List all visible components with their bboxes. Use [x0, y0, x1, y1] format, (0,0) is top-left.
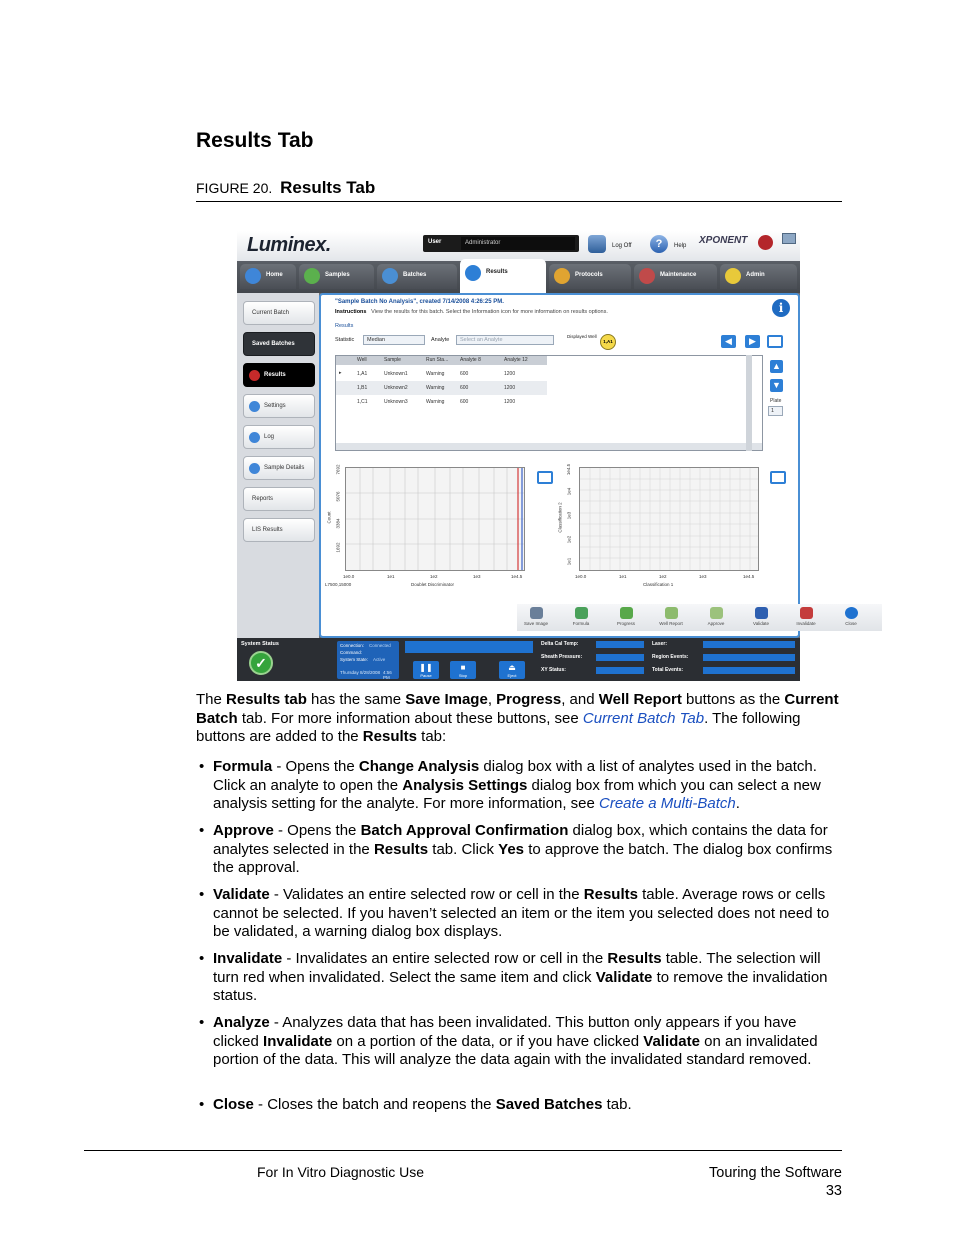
- settings-icon: [249, 401, 260, 412]
- tab-label: Batches: [403, 272, 427, 278]
- figure-caption: [196, 178, 375, 198]
- scatter-x-tick: 1e4.5: [743, 574, 755, 579]
- arrow-down-icon[interactable]: ▼: [770, 379, 783, 392]
- tab-protocols[interactable]: [549, 264, 631, 289]
- pause-button[interactable]: ❚❚ Pause: [413, 661, 439, 679]
- column-header[interactable]: Analyte 12: [504, 357, 528, 363]
- plate-label: Plate: [770, 398, 782, 404]
- scatter-y-tick: 1e1: [566, 557, 572, 566]
- system-ok-icon: ✓: [249, 651, 273, 675]
- validate-button[interactable]: Validate: [744, 606, 778, 629]
- table-cell[interactable]: 1,C1: [357, 399, 368, 405]
- system-state-value: Active: [373, 657, 386, 662]
- results-table: [335, 355, 763, 451]
- nav-lis-results[interactable]: LIS Results: [243, 518, 315, 542]
- connection-value: Connected: [369, 643, 391, 648]
- column-header[interactable]: Analyte 8: [460, 357, 481, 363]
- histogram-x-tick: 1e1: [387, 574, 395, 579]
- arrow-right-icon[interactable]: ▶: [745, 335, 760, 348]
- create-multi-batch-link[interactable]: Create a Multi-Batch: [599, 795, 736, 813]
- status-bar: [237, 638, 800, 681]
- laser-label: Laser:: [652, 641, 668, 647]
- footer-section: [600, 1164, 842, 1200]
- pause-icon: ❚❚: [419, 663, 433, 672]
- luminex-logo: Luminex.: [247, 234, 331, 256]
- figure-label: FIGURE 20.: [196, 180, 273, 196]
- xy-status-value: [596, 667, 644, 674]
- nav-settings[interactable]: Settings: [243, 394, 315, 418]
- scatter-x-label: Classification 1: [643, 582, 674, 587]
- footer-disclaimer: For In Vitro Diagnostic Use: [257, 1164, 425, 1180]
- histogram-grid: [346, 468, 524, 570]
- horizontal-scrollbar[interactable]: [336, 443, 762, 450]
- histogram-x-tick: 1e3: [473, 574, 481, 579]
- user-value[interactable]: Administrator: [461, 237, 575, 250]
- connection-info: [337, 641, 399, 679]
- histogram-x-label: Doublet Discriminator: [411, 582, 455, 587]
- scatter-y-tick: 1e2: [566, 535, 572, 544]
- displayed-well-label: Displayed Well: [567, 334, 597, 339]
- well-report-icon: [665, 607, 678, 619]
- expand-histogram-icon[interactable]: [537, 471, 553, 484]
- laser-value: [703, 641, 795, 648]
- close-button[interactable]: Close: [834, 606, 868, 629]
- close-icon: [845, 607, 858, 619]
- invalidate-button[interactable]: Invalidate: [789, 606, 823, 629]
- nav-saved-batches[interactable]: Saved Batches: [243, 332, 315, 356]
- tab-label: Home: [266, 272, 283, 278]
- scatter-y-tick: 1e3: [566, 511, 572, 520]
- table-cell[interactable]: Unknown3: [384, 399, 408, 405]
- results-panel: [319, 293, 857, 638]
- histogram-x-tick: 1e0.0: [343, 574, 355, 579]
- table-cell[interactable]: 600: [460, 399, 469, 405]
- stop-button[interactable]: ■ Stop: [450, 661, 476, 679]
- scatter-grid: [580, 468, 758, 570]
- histogram-y-tick: 7692: [335, 464, 341, 475]
- column-header[interactable]: Well: [357, 357, 367, 363]
- figure-title: Results Tab: [280, 178, 376, 197]
- histogram-y-tick: 5076: [335, 491, 341, 502]
- batch-title: "Sample Batch No Analysis", created 7/14/2008 4:26:25 PM.: [335, 299, 504, 305]
- xponent-logo: XPONENT: [699, 235, 748, 246]
- protocols-icon: [554, 268, 570, 284]
- formula-button[interactable]: Formula: [564, 606, 598, 629]
- analyte-label: Analyte: [431, 337, 450, 343]
- status-time: 4:56 PM: [383, 670, 392, 680]
- expand-scatter-icon[interactable]: [770, 471, 786, 484]
- histogram-chart: [325, 464, 530, 587]
- histogram-x-tick: 1e2: [430, 574, 438, 579]
- user-box: [423, 235, 579, 252]
- table-cell[interactable]: 600: [460, 371, 469, 377]
- nav-reports[interactable]: Reports: [243, 487, 315, 511]
- save-image-icon: [530, 607, 543, 619]
- scatter-plot-area[interactable]: [579, 467, 759, 571]
- sample-details-icon: [249, 463, 260, 474]
- plate-select[interactable]: 1: [768, 406, 783, 416]
- approve-icon: [710, 607, 723, 619]
- connection-label: Connection:: [340, 643, 365, 648]
- table-cell[interactable]: Unknown1: [384, 371, 408, 377]
- xy-status-label: XY Status:: [541, 667, 566, 673]
- log-off-icon[interactable]: [588, 235, 606, 253]
- tab-admin[interactable]: [720, 264, 797, 289]
- intro-paragraph: The Results tab has the same Save Image, Progress, and Well Report buttons as the Current Batch tab. For more information about these buttons, see Current Batch Tab. The following buttons are added to the Results tab:: [196, 691, 839, 746]
- histogram-y-tick: 1692: [335, 542, 341, 553]
- total-events-label: Total Events:: [652, 667, 684, 673]
- row-pointer: ▸: [339, 370, 342, 376]
- total-events-value: [703, 667, 795, 674]
- displayed-well[interactable]: 1,A1: [600, 334, 616, 350]
- stop-icon: ■: [460, 663, 466, 672]
- progress-icon: [620, 607, 633, 619]
- nav-sample-details[interactable]: Sample Details: [243, 456, 315, 480]
- histogram-y-label: Count: [326, 511, 332, 524]
- user-label: User: [428, 239, 442, 245]
- help-label[interactable]: Help: [674, 243, 687, 249]
- region-events-label: Region Events:: [652, 654, 689, 660]
- xponent-dot-icon: [758, 235, 773, 250]
- window-menu-icon[interactable]: [782, 233, 796, 244]
- table-cell[interactable]: Warning: [426, 399, 445, 405]
- home-icon: [245, 268, 261, 284]
- column-header[interactable]: Run Sta...: [426, 357, 449, 363]
- tab-label: Protocols: [575, 272, 603, 278]
- expand-table-icon[interactable]: [767, 335, 783, 348]
- nav-current-batch[interactable]: Current Batch: [243, 301, 315, 325]
- instructions: Instructions View the results for this batch. Select the Information icon for more information on results options.: [335, 309, 608, 315]
- progress-field: [405, 641, 533, 653]
- results-active-icon: [249, 370, 260, 381]
- sheath-pressure-label: Sheath Pressure:: [541, 654, 583, 660]
- eject-icon: ⏏: [508, 663, 516, 672]
- statistic-select[interactable]: Median: [363, 335, 425, 345]
- tab-samples[interactable]: [299, 264, 374, 289]
- system-status-label: System Status: [241, 641, 279, 647]
- scatter-y-label: Classification 2: [557, 502, 563, 533]
- table-cell[interactable]: 1,B1: [357, 385, 368, 391]
- scatter-x-tick: 1e2: [659, 574, 667, 579]
- analyte-select[interactable]: Select an Analyte: [456, 335, 554, 345]
- table-cell[interactable]: Warning: [426, 371, 445, 377]
- scatter-x-tick: 1e3: [699, 574, 707, 579]
- table-cell[interactable]: Warning: [426, 385, 445, 391]
- footer-rule: [84, 1150, 842, 1151]
- admin-icon: [725, 268, 741, 284]
- results-tab-screenshot: [237, 231, 857, 681]
- results-sidebar: [237, 293, 319, 638]
- region-events-value: [703, 654, 795, 661]
- tab-label: Maintenance: [660, 272, 697, 278]
- nav-results[interactable]: Results: [243, 363, 315, 387]
- vertical-scrollbar[interactable]: [746, 355, 752, 451]
- delta-cal-temp-value: [596, 641, 644, 648]
- table-cell[interactable]: 1,A1: [357, 371, 368, 377]
- caption-rule: [196, 201, 842, 202]
- table-cell[interactable]: 1200: [504, 399, 516, 405]
- formula-icon: [575, 607, 588, 619]
- scatter-y-tick: 1e4.5: [566, 463, 572, 476]
- scatter-chart: [557, 463, 762, 587]
- sheath-pressure-value: [596, 654, 644, 661]
- section-title: Results Tab: [196, 129, 314, 152]
- invalidate-icon: [800, 607, 813, 619]
- log-icon: [249, 432, 260, 443]
- approve-button[interactable]: Approve: [699, 606, 733, 629]
- validate-icon: [755, 607, 768, 619]
- results-group-label: Results: [335, 323, 354, 329]
- histogram-plot-area[interactable]: [345, 467, 525, 571]
- tab-maintenance[interactable]: [634, 264, 717, 289]
- action-button-bar: [517, 604, 882, 631]
- progress-button[interactable]: Progress: [609, 606, 643, 629]
- table-header: [336, 356, 547, 365]
- scatter-y-tick: 1e4: [566, 487, 572, 496]
- table-row[interactable]: [336, 367, 547, 381]
- tab-results[interactable]: [460, 259, 546, 293]
- samples-icon: [304, 268, 320, 284]
- table-cell[interactable]: 600: [460, 385, 469, 391]
- tab-home[interactable]: [240, 264, 296, 289]
- well-report-button[interactable]: Well Report: [654, 606, 688, 629]
- scatter-x-tick: 1e0.0: [575, 574, 587, 579]
- app-header: [237, 231, 800, 261]
- eject-button[interactable]: ⏏ Eject: [499, 661, 525, 679]
- nav-log[interactable]: Log: [243, 425, 315, 449]
- current-batch-tab-link[interactable]: Current Batch Tab: [582, 709, 705, 727]
- table-cell[interactable]: Unknown2: [384, 385, 408, 391]
- status-date: Thursday 8/28/2008: [340, 670, 381, 675]
- command-label: Command:: [340, 650, 363, 655]
- histogram-y-tick: 3384: [335, 518, 341, 529]
- histogram-corner-label: L7500,15000: [325, 582, 352, 587]
- save-image-button[interactable]: Save Image: [519, 606, 553, 629]
- column-header[interactable]: Sample: [384, 357, 401, 363]
- table-row[interactable]: [336, 395, 547, 409]
- arrow-up-icon[interactable]: ▲: [770, 360, 783, 373]
- help-icon[interactable]: ?: [650, 235, 668, 253]
- table-cell[interactable]: 1200: [504, 385, 516, 391]
- scatter-x-tick: 1e1: [619, 574, 627, 579]
- tab-label: Samples: [325, 272, 350, 278]
- system-state-label: System State:: [340, 657, 369, 662]
- log-off-label[interactable]: Log Off: [612, 243, 632, 249]
- tab-batches[interactable]: [377, 264, 457, 289]
- page-number: 33: [825, 1183, 842, 1199]
- delta-cal-temp-label: Delta Cal Temp:: [541, 641, 579, 647]
- arrow-left-icon[interactable]: ◀: [721, 335, 736, 348]
- tab-label: Admin: [746, 272, 765, 278]
- maintenance-icon: [639, 268, 655, 284]
- table-row[interactable]: [336, 381, 547, 395]
- footer-section-title: Touring the Software: [709, 1165, 842, 1181]
- statistic-label: Statistic: [335, 337, 355, 343]
- histogram-x-tick: 1e4.5: [511, 574, 523, 579]
- results-icon: [465, 265, 481, 281]
- table-cell[interactable]: 1200: [504, 371, 516, 377]
- information-icon[interactable]: i: [772, 299, 790, 317]
- batches-icon: [382, 268, 398, 284]
- tab-label: Results: [486, 269, 508, 275]
